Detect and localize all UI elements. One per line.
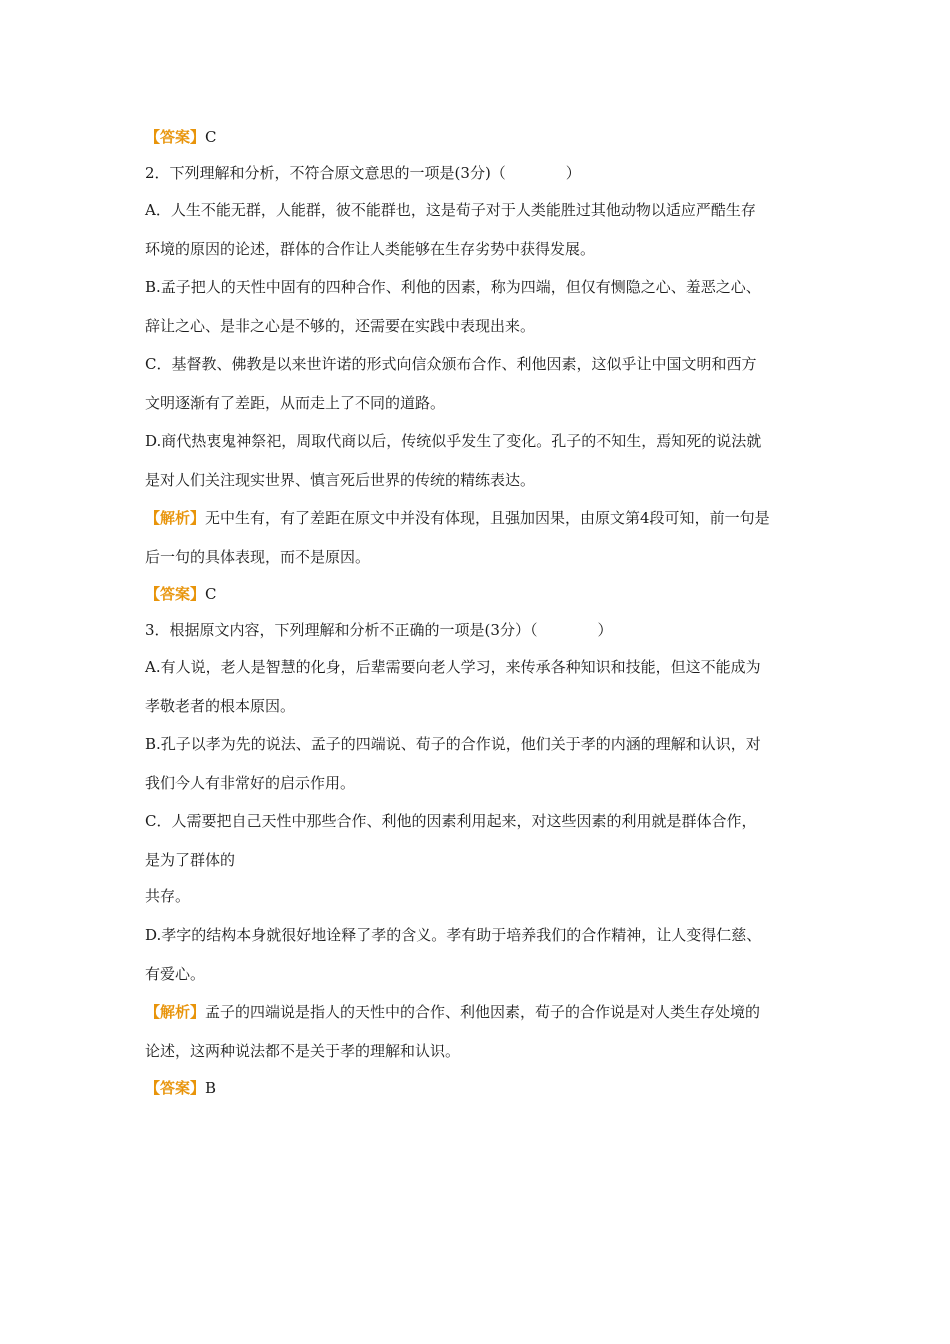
q3-option-d-cont: 有爱心。 (145, 965, 206, 983)
answer-tag: 【答案】 (145, 1079, 206, 1097)
analysis-text: 无中生有，有了差距在原文中并没有体现，且强加因果，由原文第4段可知，前一句是 (205, 509, 770, 527)
q3-option-c-cont2: 共存。 (145, 887, 191, 905)
q3-option-d: D.孝字的结构本身就很好地诠释了孝的含义。孝有助于培养我们的合作精神，让人变得仁慈、 (145, 926, 762, 944)
q2-analysis-cont: 后一句的具体表现，而不是原因。 (145, 548, 371, 566)
q2-option-c: C．基督教、佛教是以来世许诺的形式向信众颁布合作、利他因素，这似乎让中国文明和西方 (145, 355, 757, 373)
q3-analysis-cont: 论述，这两种说法都不是关于孝的理解和认识。 (145, 1042, 461, 1060)
question-2: 2．下列理解和分析，不符合原文意思的一项是(3分)（ ） (145, 164, 581, 182)
answer-tag: 【答案】 (145, 585, 206, 603)
answer-tag: 【答案】 (145, 128, 206, 146)
analysis-line-q3 (145, 1002, 825, 1022)
answer-line-q3 (145, 1078, 825, 1098)
answer-line-q1 (145, 127, 825, 147)
q3-option-b-cont: 我们今人有非常好的启示作用。 (145, 774, 356, 792)
q2-option-c-cont: 文明逐渐有了差距，从而走上了不同的道路。 (145, 394, 446, 412)
analysis-tag: 【解析】 (145, 1003, 206, 1021)
q2-option-a: A．人生不能无群，人能群，彼不能群也，这是荀子对于人类能胜过其他动物以适应严酷生存 (145, 201, 756, 219)
q3-option-a-cont: 孝敬老者的根本原因。 (145, 697, 296, 715)
answer-value: C (205, 128, 217, 146)
analysis-tag: 【解析】 (145, 509, 206, 527)
q3-option-a: A.有人说，老人是智慧的化身，后辈需要向老人学习，来传承各种知识和技能，但这不能成为 (145, 658, 761, 676)
analysis-line-q2 (145, 508, 825, 528)
question-3: 3．根据原文内容，下列理解和分析不正确的一项是(3分）（ ） (145, 621, 613, 639)
answer-value: C (205, 585, 217, 603)
answer-value: B (205, 1079, 217, 1097)
q2-option-d-cont: 是对人们关注现实世界、慎言死后世界的传统的精练表达。 (145, 471, 536, 489)
q3-option-c: C．人需要把自己天性中那些合作、利他的因素利用起来，对这些因素的利用就是群体合作， (145, 812, 757, 830)
q2-option-d: D.商代热衷鬼神祭祀，周取代商以后，传统似乎发生了变化。孔子的不知生，焉知死的说法就 (145, 432, 762, 450)
q2-option-b: B.孟子把人的天性中固有的四种合作、利他的因素，称为四端，但仅有恻隐之心、羞恶之心、 (145, 278, 761, 296)
q3-option-b: B.孔子以孝为先的说法、孟子的四端说、荀子的合作说，他们关于孝的内涵的理解和认识，对 (145, 735, 761, 753)
q2-option-a-cont: 环境的原因的论述，群体的合作让人类能够在生存劣势中获得发展。 (145, 240, 596, 258)
analysis-text: 孟子的四端说是指人的天性中的合作、利他因素，荀子的合作说是对人类生存处境的 (205, 1003, 761, 1021)
q3-option-c-cont: 是为了群体的 (145, 851, 236, 869)
q2-option-b-cont: 辞让之心、是非之心是不够的，还需要在实践中表现出来。 (145, 317, 536, 335)
answer-line-q2 (145, 584, 825, 604)
